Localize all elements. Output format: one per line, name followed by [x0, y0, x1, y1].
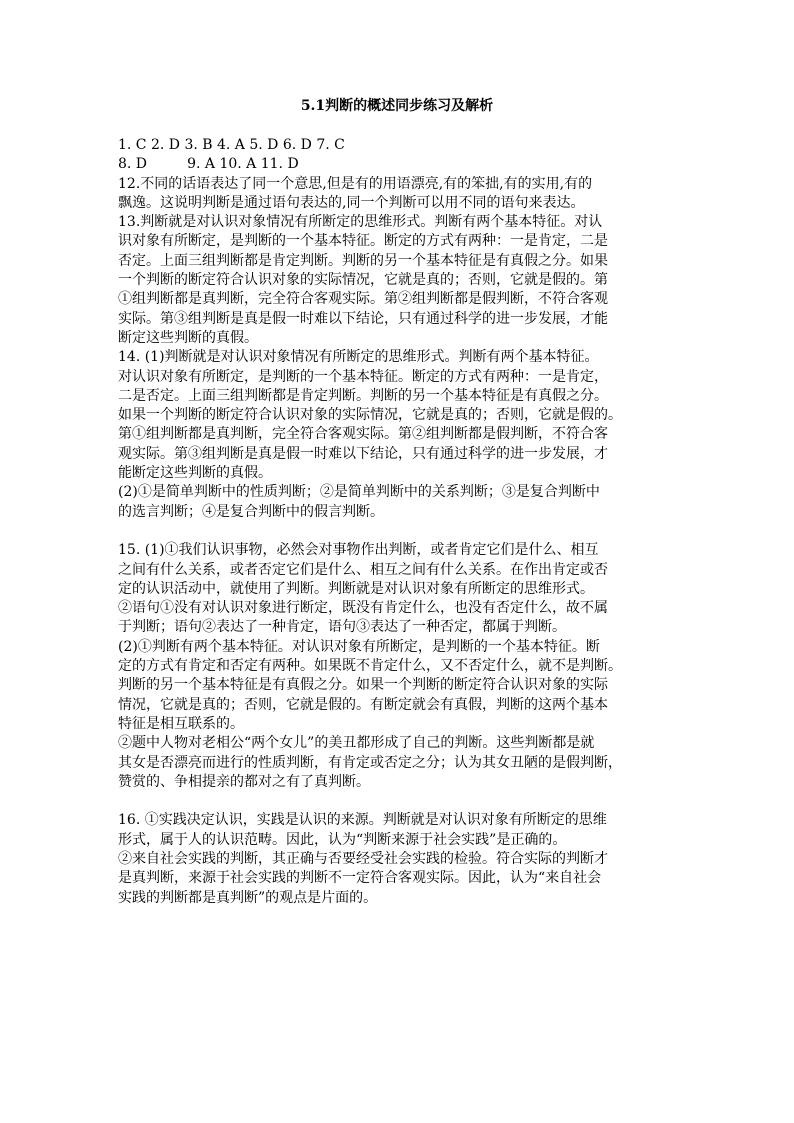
document-body — [118, 136, 676, 908]
text-line: 8. D 9. A 10. A 11. D — [118, 156, 299, 173]
text-line: ②题中人物对老相公“两个女儿”的美丑都形成了自己的判断。这些判断都是就 — [118, 735, 595, 752]
text-line: 一个判断的断定符合认识对象的实际情况，它就是真的；否则，它就是假的。第 — [118, 272, 608, 289]
text-line: 于判断；语句②表达了一种肯定，语句③表达了一种否定，都属于判断。 — [118, 619, 566, 636]
text-line: 飘逸。这说明判断是通过语句表达的,同一个判断可以用不同的语句来表达。 — [118, 194, 585, 211]
text-line: 定的方式有肯定和否定有两种。如果既不肯定什么，又不否定什么，就不是判断。 — [118, 658, 622, 675]
text-line: 观实际。第③组判断是真是假一时难以下结论，只有通过科学的进一步发展，才 — [118, 445, 608, 462]
text-line: 1. C 2. D 3. B 4. A 5. D 6. D 7. C — [118, 137, 345, 153]
blank-line — [118, 792, 676, 811]
text-line: 否定。上面三组判断都是肯定判断。判断的另一个基本特征是有真假之分。如果 — [118, 252, 608, 269]
text-line: 情况，它就是真的；否则，它就是假的。有断定就会有真假，判断的这两个基本 — [118, 696, 608, 713]
text-line: ①组判断都是真判断，完全符合客观实际。第②组判断都是假判断，不符合客观 — [118, 291, 608, 308]
text-line: 定的认识活动中，就使用了判断。判断就是对认识对象有所断定的思维形式。 — [118, 580, 594, 597]
text-line: 实践的判断都是真判断”的观点是片面的。 — [118, 889, 378, 906]
text-line: 如果一个判断的断定符合认识对象的实际情况，它就是真的；否则，它就是假的。 — [118, 407, 622, 424]
text-line: 特征是相互联系的。 — [118, 715, 244, 732]
text-line: 之间有什么关系，或者否定它们是什么、相互之间有什么关系。在作出肯定或否 — [118, 561, 608, 578]
text-line: 对认识对象有所断定，是判断的一个基本特征。断定的方式有两种：一是肯定， — [118, 368, 608, 385]
text-line: 实际。第③组判断是真是假一时难以下结论，只有通过科学的进一步发展，才能 — [118, 310, 608, 327]
text-line: 的选言判断；④是复合判断中的假言判断。 — [118, 503, 384, 520]
text-line: (2)①是简单判断中的性质判断；②是简单判断中的关系判断；③是复合判断中 — [118, 484, 600, 501]
text-line: 12.不同的话语表达了同一个意思,但是有的用语漂亮,有的笨拙,有的实用,有的 — [118, 175, 593, 192]
text-line: 识对象有所断定，是判断的一个基本特征。断定的方式有两种：一是肯定，二是 — [118, 233, 608, 250]
text-line: 是真判断，来源于社会实践的判断不一定符合客观实际。因此，认为“来自社会 — [118, 870, 602, 887]
text-line: 断定这些判断的真假。 — [118, 329, 258, 346]
blank-line — [118, 522, 676, 541]
text-line: ②语句①没有对认识对象进行断定，既没有肯定什么，也没有否定什么，故不属 — [118, 600, 608, 617]
text-line: 第①组判断都是真判断，完全符合客观实际。第②组判断都是假判断，不符合客 — [118, 426, 608, 443]
document-title: 5.1判断的概述同步练习及解析 — [300, 98, 494, 114]
text-line: 能断定这些判断的真假。 — [118, 465, 272, 482]
text-line: 形式，属于人的认识范畴。因此，认为“判断来源于社会实践”是正确的。 — [118, 831, 567, 848]
text-line: 其女是否漂亮而进行的性质判断，有肯定或否定之分；认为其女丑陋的是假判断， — [118, 754, 622, 771]
text-line: (2)①判断有两个基本特征。对认识对象有所断定，是判断的一个基本特征。断 — [118, 638, 600, 655]
text-line: 16. ①实践决定认识，实践是认识的来源。判断就是对认识对象有所断定的思维 — [118, 812, 607, 829]
text-line: ②来自社会实践的判断，其正确与否要经受社会实践的检验。符合实际的判断才 — [118, 850, 608, 867]
text-line: 15. (1)①我们认识事物，必然会对事物作出判断，或者肯定它们是什么、相互 — [118, 542, 599, 559]
text-line: 赞赏的、争相提亲的都对之有了真判断。 — [118, 773, 370, 790]
text-line: 二是否定。上面三组判断都是肯定判断。判断的另一个基本特征是有真假之分。 — [118, 387, 608, 404]
text-line: 14. (1)判断就是对认识对象情况有所断定的思维形式。判断有两个基本特征。 — [118, 349, 599, 366]
text-line: 13.判断就是对认识对象情况有所断定的思维形式。判断有两个基本特征。对认 — [118, 214, 603, 231]
text-line: 判断的另一个基本特征是有真假之分。如果一个判断的断定符合认识对象的实际 — [118, 677, 608, 694]
